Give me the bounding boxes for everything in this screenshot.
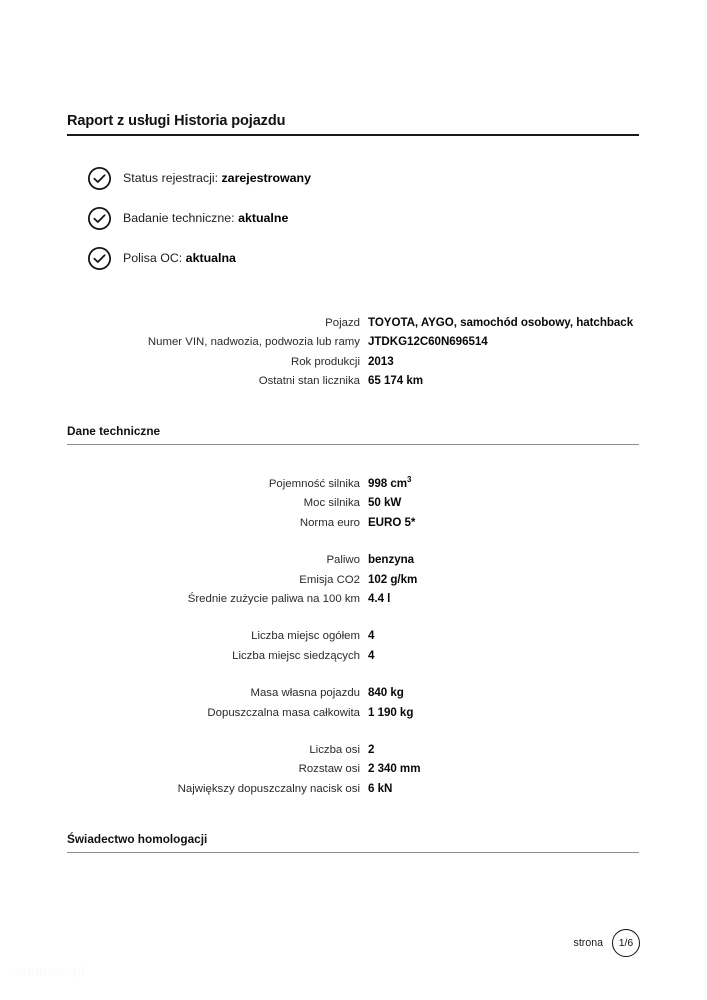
status-item-value: aktualne xyxy=(238,211,289,225)
row-value: TOYOTA, AYGO, samochód osobowy, hatchback xyxy=(368,316,634,329)
section-title: Świadectwo homologacji xyxy=(67,832,208,846)
row-value: 840 kg xyxy=(368,686,404,700)
row-label: Pojemność silnika xyxy=(268,478,360,490)
status-item-value: zarejestrowany xyxy=(221,171,312,185)
row-value: 4 xyxy=(368,648,375,662)
check-circle-icon xyxy=(87,166,112,191)
row-label: Emisja CO2 xyxy=(299,573,360,586)
row-value-superscript: 3 xyxy=(407,475,412,485)
row-value: 6 kN xyxy=(368,781,393,795)
table-row xyxy=(0,646,707,665)
technical-group-engine xyxy=(0,474,707,532)
page-number-badge: 1/6 xyxy=(612,929,640,957)
section-header-technical xyxy=(67,424,639,445)
row-label: Moc silnika xyxy=(303,497,360,510)
row-label: Dopuszczalna masa całkowita xyxy=(207,706,360,719)
table-row xyxy=(0,493,707,512)
row-value: 2 xyxy=(368,742,375,756)
technical-group-axles xyxy=(0,740,707,798)
row-label: Ostatni stan licznika xyxy=(258,375,360,388)
row-label: Liczba miejsc siedzących xyxy=(232,649,360,662)
row-value: EURO 5* xyxy=(368,515,416,529)
check-circle-icon xyxy=(87,246,112,271)
table-row xyxy=(0,550,707,569)
technical-data-block xyxy=(0,474,707,798)
status-item-label: Status rejestracji: xyxy=(123,171,219,185)
row-label: Średnie zużycie paliwa na 100 km xyxy=(187,592,360,605)
vehicle-identification-block xyxy=(0,313,707,391)
row-label: Numer VIN, nadwozia, podwozia lub ramy xyxy=(147,336,360,349)
section-header-homologation xyxy=(67,832,639,853)
watermark: otomoto.pl xyxy=(14,963,86,978)
row-label: Liczba miejsc ogółem xyxy=(251,630,360,643)
status-item-value: aktualna xyxy=(185,251,236,265)
table-row xyxy=(0,626,707,645)
row-label: Masa własna pojazdu xyxy=(250,687,360,700)
section-title: Dane techniczne xyxy=(67,424,161,438)
row-label: Rozstaw osi xyxy=(298,763,360,776)
row-label: Największy dopuszczalny nacisk osi xyxy=(177,782,360,795)
row-label: Norma euro xyxy=(299,516,360,529)
table-row xyxy=(0,759,707,778)
check-circle-icon xyxy=(87,206,112,231)
row-value: 4 xyxy=(368,629,375,643)
row-value: 2 340 mm xyxy=(368,762,421,776)
table-row xyxy=(0,703,707,722)
row-value: 50 kW xyxy=(368,496,402,510)
group-spacer xyxy=(0,665,707,683)
row-value: 102 g/km xyxy=(368,572,418,586)
group-spacer xyxy=(0,608,707,626)
table-row xyxy=(0,352,707,371)
row-value xyxy=(368,474,411,493)
table-row xyxy=(0,589,707,608)
table-row xyxy=(0,570,707,589)
page-footer xyxy=(574,929,640,957)
table-row xyxy=(0,474,707,493)
group-spacer xyxy=(0,722,707,740)
row-value-text: 998 cm xyxy=(368,477,408,490)
row-value: 2013 xyxy=(368,354,394,368)
row-value: 4.4 l xyxy=(368,591,391,605)
status-item-registration xyxy=(87,158,607,198)
table-row xyxy=(0,332,707,351)
status-list xyxy=(87,158,607,278)
status-item-label: Polisa OC: xyxy=(123,251,183,265)
row-value: 65 174 km xyxy=(368,374,423,388)
section-divider xyxy=(67,444,639,445)
row-value: 1 190 kg xyxy=(368,705,414,719)
technical-group-fuel xyxy=(0,550,707,608)
row-label: Liczba osi xyxy=(309,743,360,756)
status-item-text xyxy=(123,250,236,266)
row-label: Paliwo xyxy=(326,554,360,567)
table-row xyxy=(0,683,707,702)
table-row xyxy=(0,313,707,332)
status-item-text xyxy=(123,210,288,226)
section-divider xyxy=(67,852,639,853)
row-label: Rok produkcji xyxy=(290,355,360,368)
table-row xyxy=(0,513,707,532)
group-spacer xyxy=(0,532,707,550)
table-row xyxy=(0,740,707,759)
status-item-inspection xyxy=(87,198,607,238)
technical-group-seats xyxy=(0,626,707,665)
row-value: JTDKG12C60N696514 xyxy=(368,335,488,349)
row-value: benzyna xyxy=(368,553,415,567)
page-label: strona xyxy=(573,937,603,949)
table-row xyxy=(0,371,707,390)
status-item-text xyxy=(123,170,311,186)
vehicle-identification-group xyxy=(0,313,707,391)
technical-group-mass xyxy=(0,683,707,722)
status-item-insurance xyxy=(87,238,607,278)
page-title: Raport z usługi Historia pojazdu xyxy=(67,113,286,129)
title-divider xyxy=(67,134,639,136)
table-row xyxy=(0,779,707,798)
row-label: Pojazd xyxy=(325,317,360,329)
status-item-label: Badanie techniczne: xyxy=(123,211,235,225)
document-header xyxy=(67,112,639,136)
